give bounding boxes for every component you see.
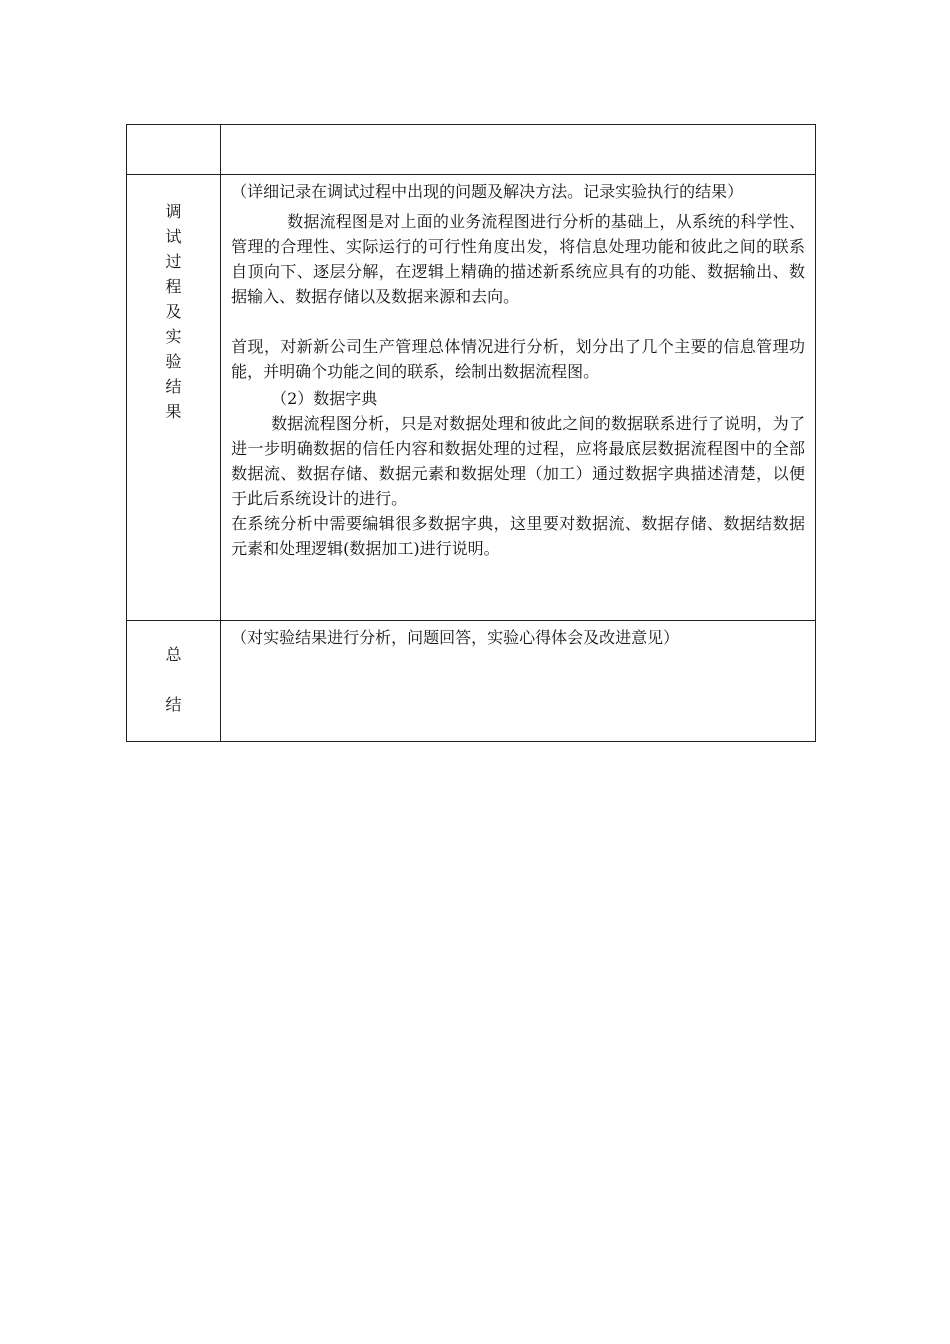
label-char: 过 [165, 252, 182, 271]
label-char: 调 [165, 202, 182, 221]
debug-results-label-cell [127, 175, 221, 621]
table-row-top [127, 125, 816, 175]
label-char: 试 [165, 227, 182, 246]
summary-label [127, 621, 220, 741]
label-char: 实 [165, 327, 182, 346]
debug-instruction: （详细记录在调试过程中出现的问题及解决方法。记录实验执行的结果） [231, 182, 744, 201]
label-char: 程 [165, 277, 182, 296]
paragraph-analysis: 首现，对新新公司生产管理总体情况进行分析，划分出了几个主要的信息管理功能，并明确个功能之间的联系，绘制出数据流程图。 [231, 337, 805, 381]
summary-instruction: （对实验结果进行分析，问题回答，实验心得体会及改进意见） [231, 628, 680, 647]
paragraph-data-dictionary: 数据流程图分析，只是对数据处理和彼此之间的数据联系进行了说明，为了进一步明确数据的信任内容和数据处理的过程，应将最底层数据流程图中的全部数据流、数据存储、数据元素和数据处理（加工）通过数据字典描述清楚，以便于此后系统设计的进行。 [231, 414, 805, 508]
top-label-cell [127, 125, 221, 175]
summary-content-cell [221, 621, 816, 742]
debug-results-content-cell [221, 175, 816, 621]
label-char: 结 [165, 695, 182, 714]
section-heading-data-dictionary: （2）数据字典 [271, 389, 378, 408]
debug-results-label [127, 199, 220, 424]
label-char: 验 [165, 352, 182, 371]
report-table [126, 124, 816, 742]
paragraph-system-analysis: 在系统分析中需要编辑很多数据字典，这里要对数据流、数据存储、数据结数据元素和处理逻辑(数据加工)进行说明。 [231, 514, 805, 558]
table-row-summary [127, 621, 816, 742]
label-char: 总 [165, 645, 182, 664]
label-char: 果 [165, 402, 182, 421]
summary-label-cell [127, 621, 221, 742]
table-row-debug-results [127, 175, 816, 621]
label-char: 结 [165, 377, 182, 396]
top-content-cell [221, 125, 816, 175]
label-char: 及 [165, 302, 182, 321]
paragraph-dfd-intro: 数据流程图是对上面的业务流程图进行分析的基础上，从系统的科学性、管理的合理性、实际运行的可行性角度出发，将信息处理功能和彼此之间的联系自顶向下、逐层分解，在逻辑上精确的描述新系统应具有的功能、数据输出、数据输入、数据存储以及数据来源和去向。 [231, 212, 805, 306]
